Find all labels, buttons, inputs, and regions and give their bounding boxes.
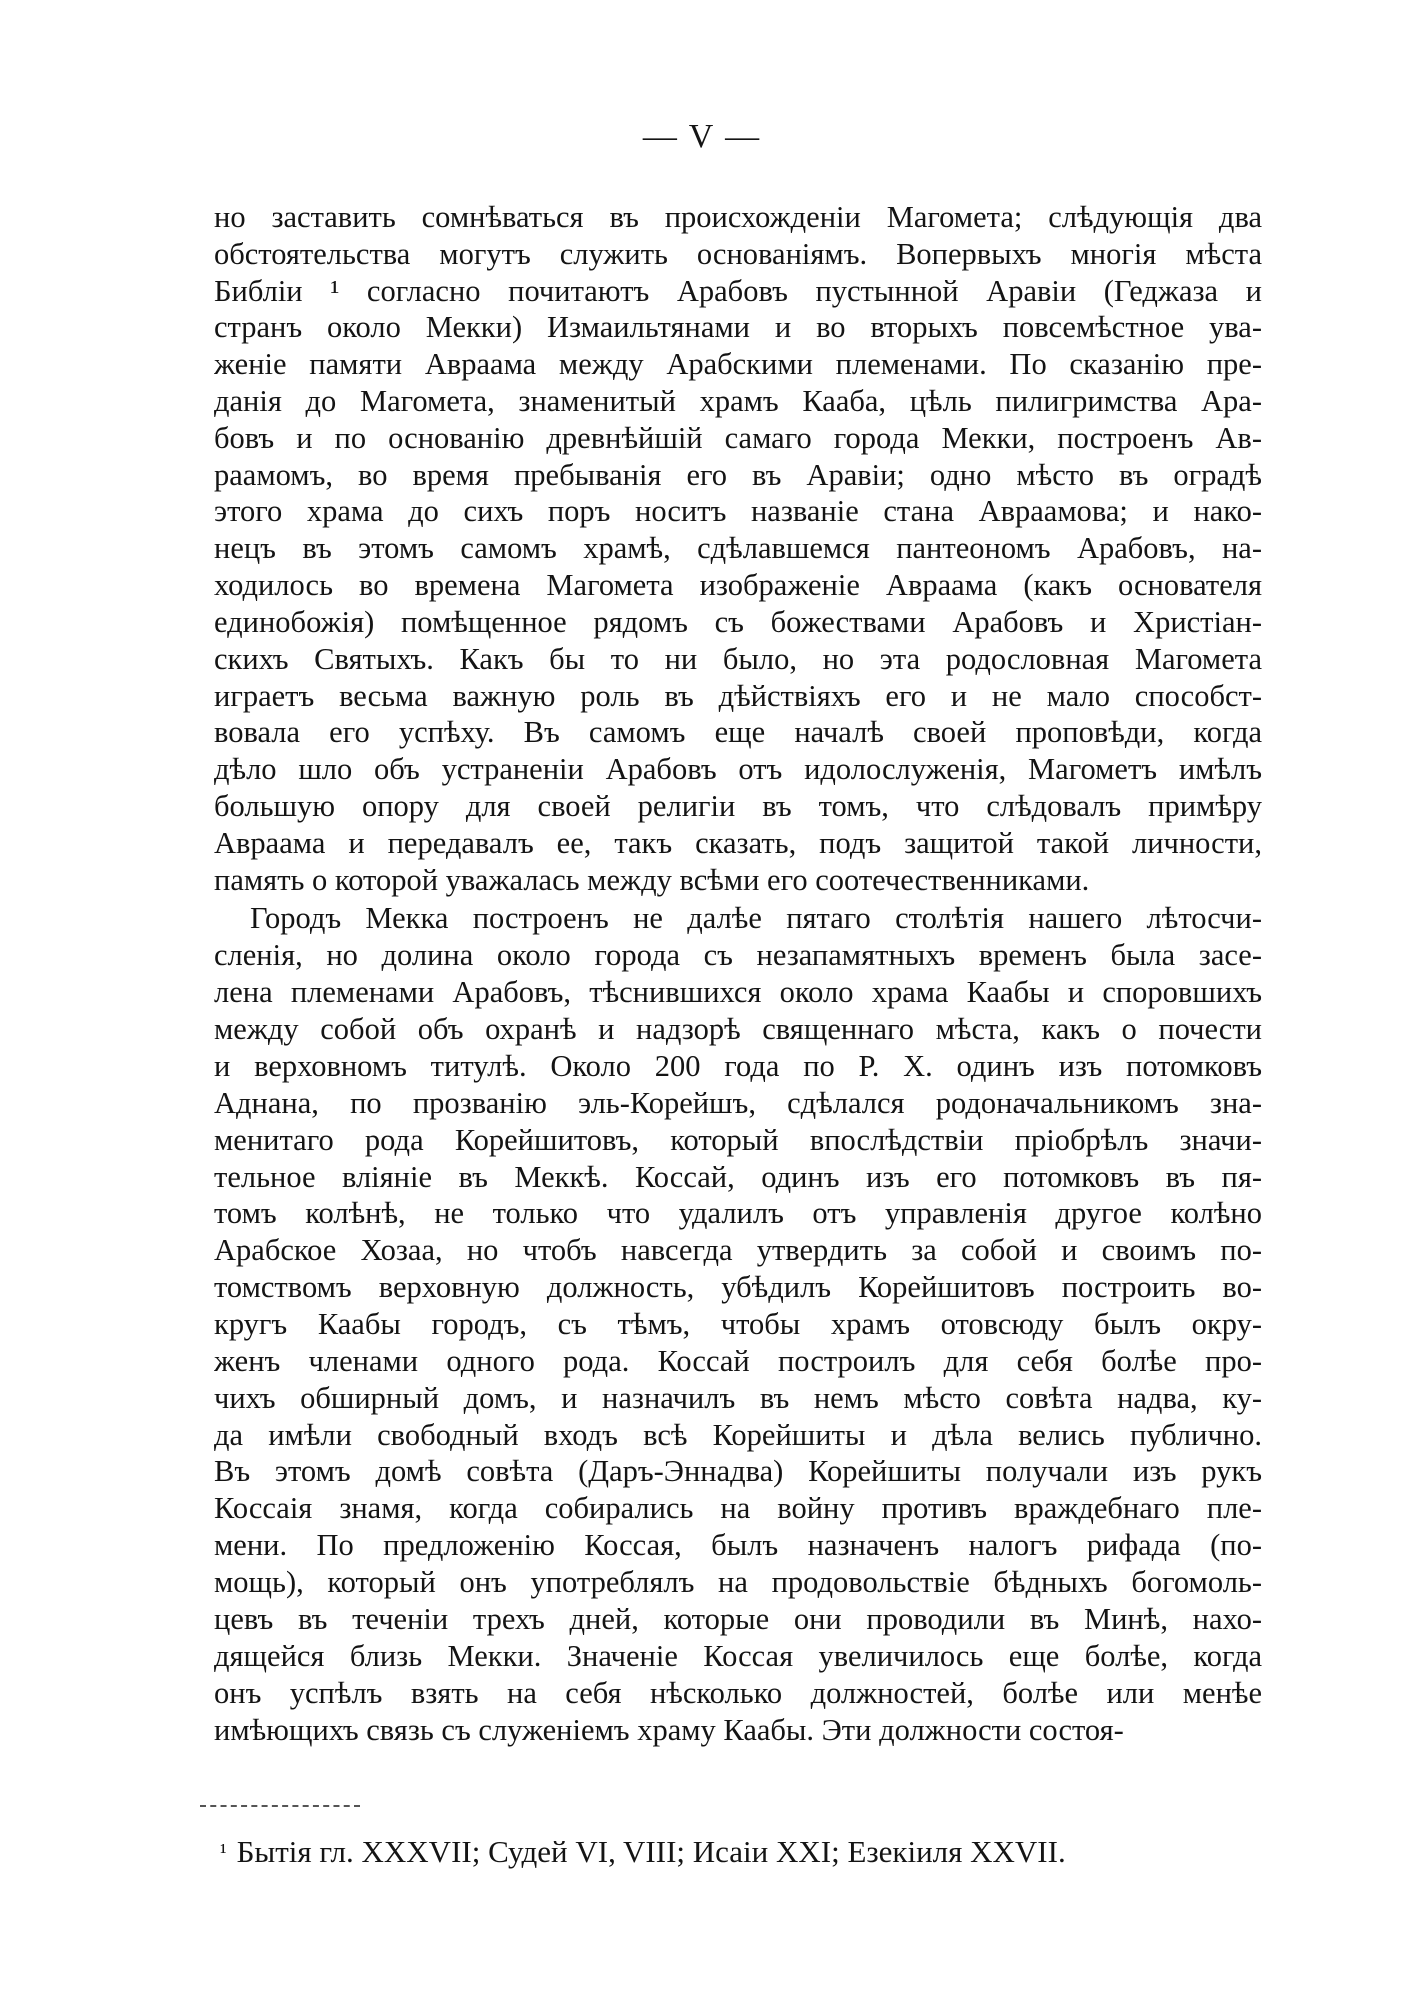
- text-line: единобожія) помѣщенное рядомъ съ божествами Арабовъ и Христіан-: [214, 605, 1262, 639]
- text-line: этого храма до сихъ поръ носитъ названіе стана Авраамова; и нако-: [214, 494, 1262, 528]
- text-line: между собой объ охранѣ и надзорѣ священнаго мѣста, какъ о почести: [214, 1012, 1262, 1046]
- footnote-text: Бытія гл. XXXVII; Судей VI, VIII; Исаіи XXI; Езекіиля XXVII.: [236, 1834, 1066, 1869]
- text-line: дящейся близь Мекки. Значеніе Коссая увеличилось еще болѣе, когда: [214, 1639, 1262, 1673]
- text-line: менитаго рода Корейшитовъ, который впослѣдствіи пріобрѣлъ значи-: [214, 1123, 1262, 1157]
- text-line: лена племенами Арабовъ, тѣснившихся около храма Каабы и споровшихъ: [214, 975, 1262, 1009]
- text-line: женіе памяти Авраама между Арабскими племенами. По сказанію пре-: [214, 347, 1262, 381]
- text-line: Аднана, по прозванію эль-Корейшъ, сдѣлался родоначальникомъ зна-: [214, 1086, 1262, 1120]
- text-line: да имѣли свободный входъ всѣ Корейшиты и дѣла велись публично.: [214, 1418, 1262, 1452]
- text-line: томъ колѣнѣ, не только что удалилъ отъ управленія другое колѣно: [214, 1196, 1262, 1230]
- text-line: Библіи ¹ согласно почитаютъ Арабовъ пустынной Аравіи (Геджаза и: [214, 274, 1262, 308]
- text-line: данія до Магомета, знаменитый храмъ Кааба, цѣль пилигримства Ара-: [214, 384, 1262, 418]
- text-line: нецъ въ этомъ самомъ храмѣ, сдѣлавшемся пантеономъ Арабовъ, на-: [214, 531, 1262, 565]
- text-line: тельное вліяніе въ Меккѣ. Коссай, одинъ изъ его потомковъ въ пя-: [214, 1160, 1262, 1194]
- text-line: странъ около Мекки) Измаильтянами и во вторыхъ повсемѣстное ува-: [214, 310, 1262, 344]
- text-line: онъ успѣлъ взять на себя нѣсколько должностей, болѣе или менѣе: [214, 1676, 1262, 1710]
- text-line: цевъ въ теченіи трехъ дней, которые они проводили въ Минѣ, нахо-: [214, 1602, 1262, 1636]
- text-line: Въ этомъ домѣ совѣта (Даръ-Эннадва) Корейшиты получали изъ рукъ: [214, 1454, 1262, 1488]
- text-line: Коссаія знамя, когда собирались на войну противъ враждебнаго пле-: [214, 1491, 1262, 1525]
- footnote-marker: ¹: [220, 1839, 227, 1864]
- text-line: дѣло шло объ устраненіи Арабовъ отъ идолослуженія, Магометъ имѣлъ: [214, 752, 1262, 786]
- text-line: вовала его успѣху. Въ самомъ еще началѣ своей проповѣди, когда: [214, 715, 1262, 749]
- text-line: играетъ весьма важную роль въ дѣйствіяхъ его и не мало способст-: [214, 679, 1262, 713]
- text-line: имѣющихъ связь съ служеніемъ храму Каабы. Эти должности состоя-: [214, 1713, 1124, 1747]
- text-line: большую опору для своей религіи въ томъ, что слѣдовалъ примѣру: [214, 789, 1262, 823]
- text-line: Городъ Мекка построенъ не далѣе пятаго столѣтія нашего лѣтосчи-: [250, 901, 1262, 935]
- text-line: скихъ Святыхъ. Какъ бы то ни было, но эта родословная Магомета: [214, 642, 1262, 676]
- text-line: обстоятельства могутъ служить основаніямъ. Вопервыхъ многія мѣста: [214, 237, 1262, 271]
- text-line: сленія, но долина около города съ незапамятныхъ временъ была засе-: [214, 938, 1262, 972]
- text-line: чихъ обширный домъ, и назначилъ въ немъ мѣсто совѣта надва, ку-: [214, 1381, 1262, 1415]
- text-line: память о которой уважалась между всѣми его соотечественниками.: [214, 863, 1090, 897]
- text-line: и верховномъ титулѣ. Около 200 года по Р. Х. одинъ изъ потомковъ: [214, 1049, 1262, 1083]
- text-line: бовъ и по основанію древнѣйшій самаго города Мекки, построенъ Ав-: [214, 421, 1262, 455]
- text-line: томствомъ верховную должность, убѣдилъ Корейшитовъ построить во-: [214, 1270, 1262, 1304]
- text-line: раамомъ, во время пребыванія его въ Аравіи; одно мѣсто въ оградѣ: [214, 458, 1262, 492]
- text-line: Арабское Хозаа, но чтобъ навсегда утвердить за собой и своимъ по-: [214, 1233, 1262, 1267]
- text-line: Авраама и передавалъ ее, такъ сказать, подъ защитой такой личности,: [214, 826, 1262, 860]
- text-line: женъ членами одного рода. Коссай построилъ для себя болѣе про-: [214, 1344, 1262, 1378]
- page-number: — V —: [642, 118, 762, 155]
- text-line: но заставить сомнѣваться въ происхожденіи Магомета; слѣдующія два: [214, 200, 1262, 234]
- text-line: кругъ Каабы городъ, съ тѣмъ, чтобы храмъ отовсюду былъ окру-: [214, 1307, 1262, 1341]
- text-line: мени. По предложенію Коссая, былъ назначенъ налогъ рифада (по-: [214, 1528, 1262, 1562]
- footnote-divider: [200, 1805, 360, 1807]
- footnote: [220, 1830, 1260, 1874]
- text-line: мощь), который онъ употреблялъ на продовольствіе бѣдныхъ богомоль-: [214, 1565, 1262, 1599]
- text-line: ходилось во времена Магомета изображеніе Авраама (какъ основателя: [214, 568, 1262, 602]
